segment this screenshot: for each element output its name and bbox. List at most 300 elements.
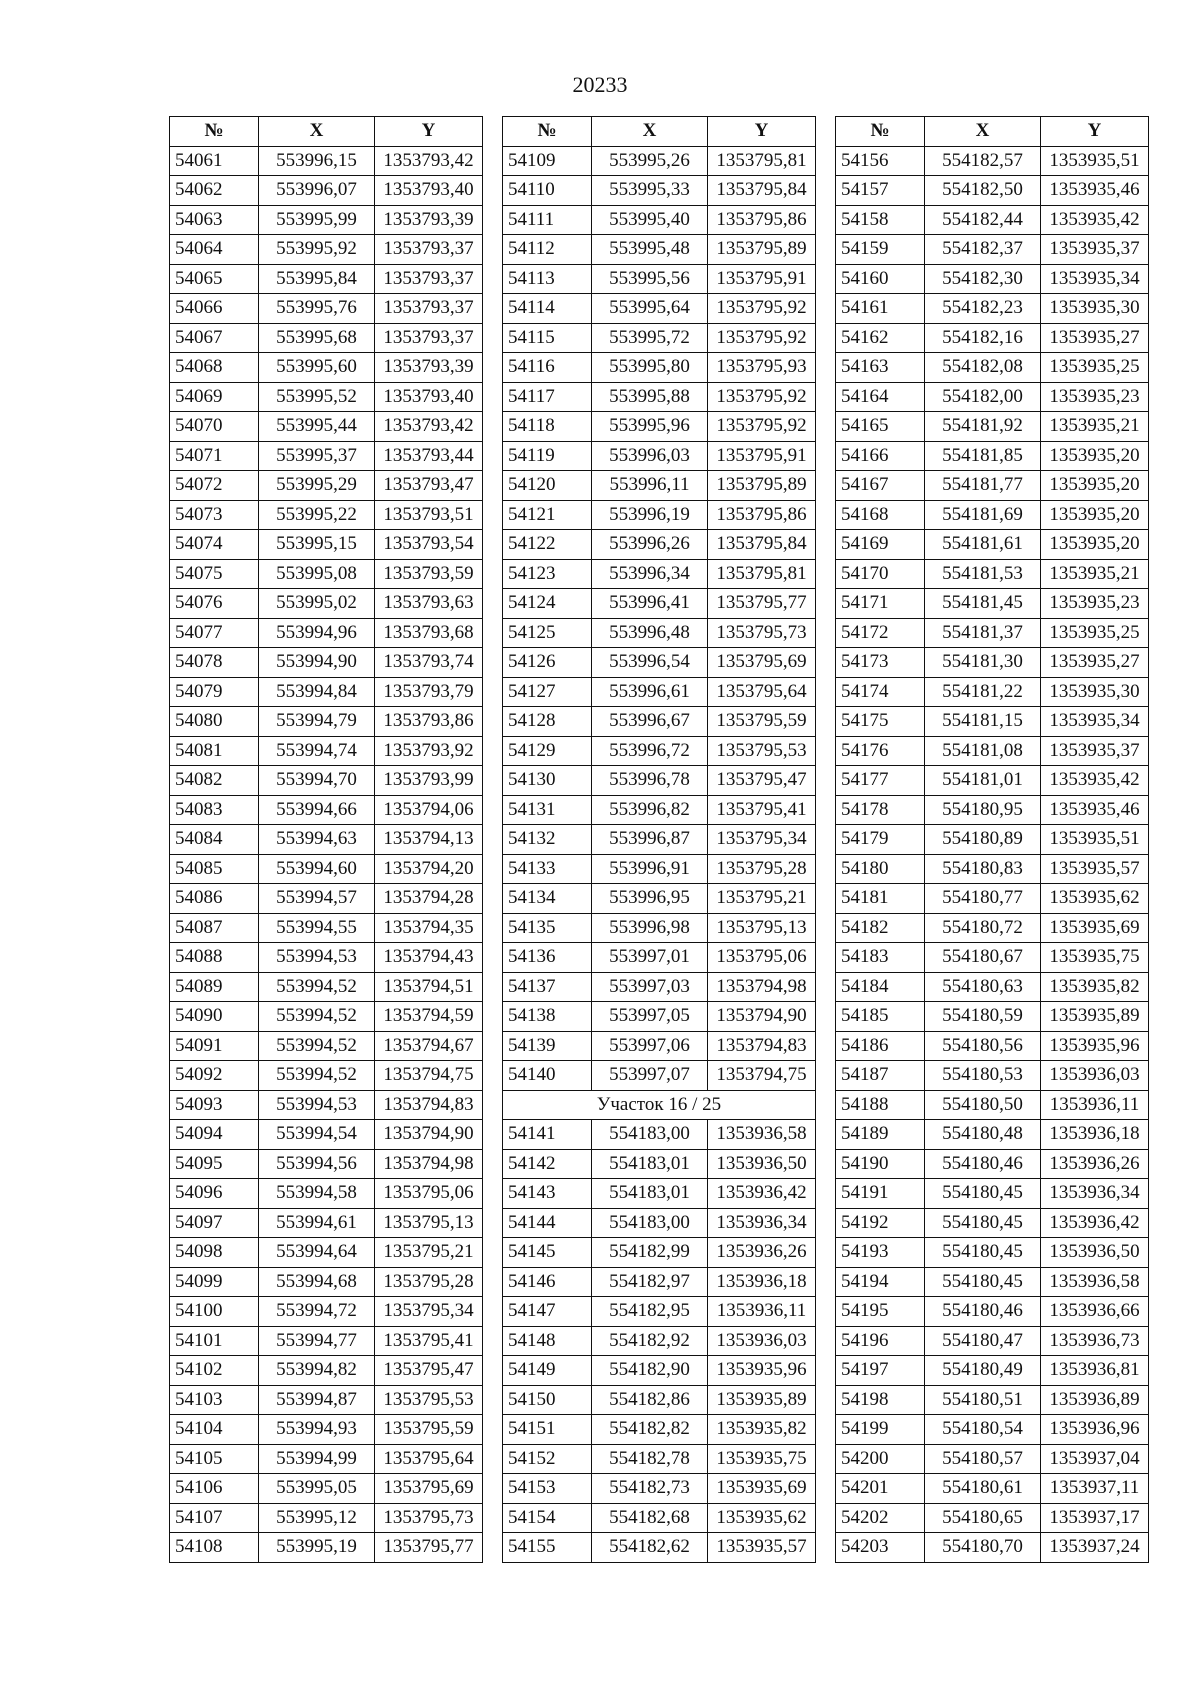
- table-row: [503, 1179, 816, 1209]
- coord-x: 554182,50: [925, 176, 1041, 206]
- coord-x: 553994,58: [259, 1179, 375, 1209]
- point-number: 54062: [170, 176, 259, 206]
- point-number: 54178: [836, 795, 925, 825]
- table-row: [836, 1326, 1149, 1356]
- table-row: [503, 1297, 816, 1327]
- coord-y: 1353793,42: [375, 146, 483, 176]
- table-row: [503, 1120, 816, 1150]
- table-row: [170, 294, 483, 324]
- table-row: [836, 146, 1149, 176]
- coord-x: 554182,00: [925, 382, 1041, 412]
- coord-x: 554182,16: [925, 323, 1041, 353]
- coord-y: 1353795,89: [708, 235, 816, 265]
- point-number: 54188: [836, 1090, 925, 1120]
- coord-x: 554180,95: [925, 795, 1041, 825]
- coord-x: 553995,76: [259, 294, 375, 324]
- coord-y: 1353936,18: [708, 1267, 816, 1297]
- coord-y: 1353795,13: [708, 913, 816, 943]
- coord-x: 553994,84: [259, 677, 375, 707]
- table-row: [170, 1031, 483, 1061]
- table-row: [170, 589, 483, 619]
- table-row: [503, 559, 816, 589]
- point-number: 54144: [503, 1208, 592, 1238]
- coord-x: 554180,83: [925, 854, 1041, 884]
- point-number: 54193: [836, 1238, 925, 1268]
- coord-x: 553996,61: [592, 677, 708, 707]
- coord-y: 1353935,96: [708, 1356, 816, 1386]
- table-row: [170, 1061, 483, 1091]
- coord-y: 1353937,17: [1041, 1503, 1149, 1533]
- point-number: 54109: [503, 146, 592, 176]
- coord-y: 1353935,30: [1041, 294, 1149, 324]
- coord-y: 1353793,40: [375, 176, 483, 206]
- coord-x: 554182,97: [592, 1267, 708, 1297]
- coord-x: 553997,05: [592, 1002, 708, 1032]
- point-number: 54184: [836, 972, 925, 1002]
- table-row: [170, 1444, 483, 1474]
- table-row: [170, 1533, 483, 1563]
- point-number: 54105: [170, 1444, 259, 1474]
- table-row: [836, 884, 1149, 914]
- coord-x: 553995,96: [592, 412, 708, 442]
- coord-y: 1353794,98: [375, 1149, 483, 1179]
- point-number: 54081: [170, 736, 259, 766]
- point-number: 54094: [170, 1120, 259, 1150]
- coord-y: 1353935,25: [1041, 353, 1149, 383]
- point-number: 54129: [503, 736, 592, 766]
- table-row: [836, 471, 1149, 501]
- coord-x: 553994,74: [259, 736, 375, 766]
- point-number: 54100: [170, 1297, 259, 1327]
- coord-x: 553994,53: [259, 1090, 375, 1120]
- coord-y: 1353794,28: [375, 884, 483, 914]
- point-number: 54181: [836, 884, 925, 914]
- coord-x: 553995,48: [592, 235, 708, 265]
- table-row: [170, 618, 483, 648]
- coordinates-table-2: [502, 116, 816, 1563]
- point-number: 54103: [170, 1385, 259, 1415]
- point-number: 54150: [503, 1385, 592, 1415]
- coord-x: 553995,84: [259, 264, 375, 294]
- coord-y: 1353793,37: [375, 264, 483, 294]
- point-number: 54191: [836, 1179, 925, 1209]
- coord-x: 553995,02: [259, 589, 375, 619]
- point-number: 54158: [836, 205, 925, 235]
- coord-y: 1353795,84: [708, 530, 816, 560]
- coord-y: 1353935,46: [1041, 176, 1149, 206]
- coord-y: 1353935,69: [708, 1474, 816, 1504]
- coord-y: 1353793,63: [375, 589, 483, 619]
- point-number: 54190: [836, 1149, 925, 1179]
- coord-x: 554180,59: [925, 1002, 1041, 1032]
- table-row: [503, 205, 816, 235]
- point-number: 54134: [503, 884, 592, 914]
- coord-x: 554180,45: [925, 1179, 1041, 1209]
- point-number: 54197: [836, 1356, 925, 1386]
- coord-y: 1353935,23: [1041, 382, 1149, 412]
- coord-y: 1353936,26: [1041, 1149, 1149, 1179]
- coord-y: 1353794,13: [375, 825, 483, 855]
- header-number: №: [503, 117, 592, 147]
- table-row: [836, 1120, 1149, 1150]
- table-row: [836, 1179, 1149, 1209]
- point-number: 54165: [836, 412, 925, 442]
- coord-x: 553995,64: [592, 294, 708, 324]
- coord-x: 553996,15: [259, 146, 375, 176]
- point-number: 54093: [170, 1090, 259, 1120]
- point-number: 54095: [170, 1149, 259, 1179]
- coord-x: 554180,46: [925, 1149, 1041, 1179]
- coord-y: 1353793,74: [375, 648, 483, 678]
- coord-x: 553995,19: [259, 1533, 375, 1563]
- point-number: 54170: [836, 559, 925, 589]
- table-row: [503, 353, 816, 383]
- table-row: [836, 382, 1149, 412]
- coord-x: 554182,57: [925, 146, 1041, 176]
- coord-x: 554182,90: [592, 1356, 708, 1386]
- coord-x: 554181,53: [925, 559, 1041, 589]
- coord-y: 1353936,34: [708, 1208, 816, 1238]
- coord-y: 1353795,92: [708, 382, 816, 412]
- table-row: [170, 412, 483, 442]
- coord-x: 554180,67: [925, 943, 1041, 973]
- coord-x: 553996,72: [592, 736, 708, 766]
- coord-x: 553995,08: [259, 559, 375, 589]
- header-y: Y: [1041, 117, 1149, 147]
- point-number: 54066: [170, 294, 259, 324]
- table-row: [170, 677, 483, 707]
- coord-y: 1353795,81: [708, 146, 816, 176]
- coord-y: 1353795,64: [375, 1444, 483, 1474]
- coord-y: 1353795,93: [708, 353, 816, 383]
- table-row: [170, 1238, 483, 1268]
- point-number: 54090: [170, 1002, 259, 1032]
- table-row: [503, 176, 816, 206]
- point-number: 54127: [503, 677, 592, 707]
- table-row: [503, 412, 816, 442]
- point-number: 54097: [170, 1208, 259, 1238]
- point-number: 54110: [503, 176, 592, 206]
- table-row: [170, 913, 483, 943]
- point-number: 54064: [170, 235, 259, 265]
- coord-x: 553994,52: [259, 1031, 375, 1061]
- table-row: [503, 1415, 816, 1445]
- table-row: [836, 589, 1149, 619]
- coord-x: 554181,30: [925, 648, 1041, 678]
- table-row: [836, 176, 1149, 206]
- point-number: 54157: [836, 176, 925, 206]
- coord-x: 553995,40: [592, 205, 708, 235]
- table-row: [503, 1503, 816, 1533]
- point-number: 54175: [836, 707, 925, 737]
- table-row: [503, 825, 816, 855]
- point-number: 54118: [503, 412, 592, 442]
- table-row: [503, 1031, 816, 1061]
- coord-x: 553996,54: [592, 648, 708, 678]
- table-row: [170, 1267, 483, 1297]
- point-number: 54068: [170, 353, 259, 383]
- table-row: [170, 1385, 483, 1415]
- table-row: [170, 795, 483, 825]
- point-number: 54107: [170, 1503, 259, 1533]
- point-number: 54086: [170, 884, 259, 914]
- table-row: [836, 972, 1149, 1002]
- coord-y: 1353936,58: [708, 1120, 816, 1150]
- coord-y: 1353795,06: [375, 1179, 483, 1209]
- point-number: 54073: [170, 500, 259, 530]
- coord-x: 553995,29: [259, 471, 375, 501]
- coord-y: 1353795,77: [375, 1533, 483, 1563]
- coord-x: 553997,01: [592, 943, 708, 973]
- point-number: 54168: [836, 500, 925, 530]
- coord-x: 553994,70: [259, 766, 375, 796]
- coord-y: 1353793,54: [375, 530, 483, 560]
- coord-x: 553994,61: [259, 1208, 375, 1238]
- coord-y: 1353793,37: [375, 323, 483, 353]
- table-row: [836, 854, 1149, 884]
- table-row: [836, 1503, 1149, 1533]
- table-row: [170, 264, 483, 294]
- point-number: 54112: [503, 235, 592, 265]
- coord-y: 1353793,37: [375, 294, 483, 324]
- coord-x: 553994,68: [259, 1267, 375, 1297]
- coord-x: 553994,66: [259, 795, 375, 825]
- coord-y: 1353795,53: [708, 736, 816, 766]
- coord-y: 1353794,59: [375, 1002, 483, 1032]
- coord-x: 553995,92: [259, 235, 375, 265]
- coord-x: 553996,67: [592, 707, 708, 737]
- coord-x: 553994,79: [259, 707, 375, 737]
- coord-x: 553997,03: [592, 972, 708, 1002]
- point-number: 54096: [170, 1179, 259, 1209]
- coord-x: 554182,78: [592, 1444, 708, 1474]
- point-number: 54084: [170, 825, 259, 855]
- point-number: 54153: [503, 1474, 592, 1504]
- point-number: 54102: [170, 1356, 259, 1386]
- coord-y: 1353935,82: [1041, 972, 1149, 1002]
- table-row: [836, 618, 1149, 648]
- coord-y: 1353794,75: [375, 1061, 483, 1091]
- coord-y: 1353793,47: [375, 471, 483, 501]
- coord-y: 1353794,75: [708, 1061, 816, 1091]
- table-row: [836, 1061, 1149, 1091]
- coord-y: 1353936,18: [1041, 1120, 1149, 1150]
- point-number: 54164: [836, 382, 925, 412]
- coord-y: 1353795,28: [708, 854, 816, 884]
- point-number: 54143: [503, 1179, 592, 1209]
- point-number: 54085: [170, 854, 259, 884]
- point-number: 54137: [503, 972, 592, 1002]
- table-row: [503, 1002, 816, 1032]
- coord-x: 553996,95: [592, 884, 708, 914]
- coord-y: 1353795,47: [375, 1356, 483, 1386]
- table-row: [503, 1356, 816, 1386]
- coord-x: 554181,85: [925, 441, 1041, 471]
- coord-x: 554182,30: [925, 264, 1041, 294]
- coord-y: 1353794,83: [708, 1031, 816, 1061]
- table-row: [503, 294, 816, 324]
- coord-y: 1353793,59: [375, 559, 483, 589]
- coord-y: 1353935,20: [1041, 441, 1149, 471]
- coord-y: 1353795,53: [375, 1385, 483, 1415]
- point-number: 54149: [503, 1356, 592, 1386]
- table-row: [170, 176, 483, 206]
- coord-y: 1353794,90: [375, 1120, 483, 1150]
- coord-x: 553996,87: [592, 825, 708, 855]
- point-number: 54113: [503, 264, 592, 294]
- coord-x: 553995,56: [592, 264, 708, 294]
- coord-x: 554182,73: [592, 1474, 708, 1504]
- coord-y: 1353937,24: [1041, 1533, 1149, 1563]
- table-row: [836, 1031, 1149, 1061]
- point-number: 54106: [170, 1474, 259, 1504]
- coord-y: 1353936,50: [708, 1149, 816, 1179]
- coord-y: 1353793,92: [375, 736, 483, 766]
- table-row: [503, 884, 816, 914]
- header-x: X: [925, 117, 1041, 147]
- coord-y: 1353935,82: [708, 1415, 816, 1445]
- coord-x: 554180,77: [925, 884, 1041, 914]
- table-row: [503, 648, 816, 678]
- table-row: [836, 795, 1149, 825]
- point-number: 54092: [170, 1061, 259, 1091]
- header-x: X: [259, 117, 375, 147]
- table-row: [503, 500, 816, 530]
- coord-x: 553994,57: [259, 884, 375, 914]
- section-label: Участок 16 / 25: [503, 1090, 816, 1120]
- coord-y: 1353936,81: [1041, 1356, 1149, 1386]
- coord-x: 553994,72: [259, 1297, 375, 1327]
- coord-y: 1353795,84: [708, 176, 816, 206]
- coord-x: 553994,96: [259, 618, 375, 648]
- header-y: Y: [708, 117, 816, 147]
- coord-x: 553996,82: [592, 795, 708, 825]
- coord-x: 554182,23: [925, 294, 1041, 324]
- coord-y: 1353935,34: [1041, 707, 1149, 737]
- coord-x: 553995,22: [259, 500, 375, 530]
- point-number: 54171: [836, 589, 925, 619]
- coord-x: 554181,37: [925, 618, 1041, 648]
- table-row: [503, 1533, 816, 1563]
- coord-y: 1353795,91: [708, 441, 816, 471]
- table-row: [170, 323, 483, 353]
- coord-x: 554182,62: [592, 1533, 708, 1563]
- coord-y: 1353795,81: [708, 559, 816, 589]
- header-row: [503, 117, 816, 147]
- coord-y: 1353936,58: [1041, 1267, 1149, 1297]
- point-number: 54091: [170, 1031, 259, 1061]
- header-y: Y: [375, 117, 483, 147]
- coord-y: 1353935,46: [1041, 795, 1149, 825]
- point-number: 54141: [503, 1120, 592, 1150]
- coord-x: 553994,52: [259, 1061, 375, 1091]
- coord-x: 553995,99: [259, 205, 375, 235]
- coord-x: 554181,01: [925, 766, 1041, 796]
- coord-y: 1353795,28: [375, 1267, 483, 1297]
- table-row: [503, 1385, 816, 1415]
- coord-y: 1353935,75: [1041, 943, 1149, 973]
- section-row: [503, 1090, 816, 1120]
- coord-x: 553996,19: [592, 500, 708, 530]
- coord-x: 554182,82: [592, 1415, 708, 1445]
- coord-x: 554180,48: [925, 1120, 1041, 1150]
- table-row: [836, 1208, 1149, 1238]
- point-number: 54192: [836, 1208, 925, 1238]
- table-row: [836, 1533, 1149, 1563]
- coord-y: 1353795,69: [708, 648, 816, 678]
- coord-x: 554181,92: [925, 412, 1041, 442]
- coord-y: 1353935,37: [1041, 235, 1149, 265]
- coord-x: 554180,53: [925, 1061, 1041, 1091]
- coord-y: 1353795,64: [708, 677, 816, 707]
- coord-y: 1353795,86: [708, 205, 816, 235]
- table-row: [836, 500, 1149, 530]
- table-row: [170, 471, 483, 501]
- coord-y: 1353794,51: [375, 972, 483, 1002]
- table-row: [503, 854, 816, 884]
- table-row: [170, 972, 483, 1002]
- coord-y: 1353795,73: [708, 618, 816, 648]
- coord-x: 553994,55: [259, 913, 375, 943]
- point-number: 54122: [503, 530, 592, 560]
- coord-x: 553995,15: [259, 530, 375, 560]
- table-row: [836, 1149, 1149, 1179]
- table-row: [503, 707, 816, 737]
- point-number: 54200: [836, 1444, 925, 1474]
- coord-x: 554180,72: [925, 913, 1041, 943]
- coord-x: 553995,05: [259, 1474, 375, 1504]
- coord-x: 553996,78: [592, 766, 708, 796]
- coord-x: 554182,44: [925, 205, 1041, 235]
- point-number: 54180: [836, 854, 925, 884]
- point-number: 54079: [170, 677, 259, 707]
- coord-y: 1353793,37: [375, 235, 483, 265]
- coord-y: 1353936,26: [708, 1238, 816, 1268]
- coord-y: 1353935,20: [1041, 500, 1149, 530]
- table-row: [836, 1356, 1149, 1386]
- point-number: 54154: [503, 1503, 592, 1533]
- coord-y: 1353935,20: [1041, 471, 1149, 501]
- point-number: 54126: [503, 648, 592, 678]
- coord-x: 554180,65: [925, 1503, 1041, 1533]
- coord-x: 553995,52: [259, 382, 375, 412]
- table-row: [170, 1503, 483, 1533]
- table-row: [170, 1090, 483, 1120]
- coord-y: 1353935,21: [1041, 412, 1149, 442]
- point-number: 54131: [503, 795, 592, 825]
- table-row: [836, 707, 1149, 737]
- table-row: [170, 1120, 483, 1150]
- coord-y: 1353935,20: [1041, 530, 1149, 560]
- point-number: 54071: [170, 441, 259, 471]
- point-number: 54198: [836, 1385, 925, 1415]
- coord-x: 553994,64: [259, 1238, 375, 1268]
- point-number: 54108: [170, 1533, 259, 1563]
- coord-y: 1353935,51: [1041, 825, 1149, 855]
- point-number: 54075: [170, 559, 259, 589]
- point-number: 54185: [836, 1002, 925, 1032]
- coord-y: 1353935,96: [1041, 1031, 1149, 1061]
- point-number: 54065: [170, 264, 259, 294]
- coord-x: 554181,69: [925, 500, 1041, 530]
- coord-y: 1353936,11: [1041, 1090, 1149, 1120]
- header-x: X: [592, 117, 708, 147]
- point-number: 54138: [503, 1002, 592, 1032]
- coord-x: 554180,45: [925, 1267, 1041, 1297]
- coord-y: 1353937,11: [1041, 1474, 1149, 1504]
- point-number: 54087: [170, 913, 259, 943]
- table-row: [503, 441, 816, 471]
